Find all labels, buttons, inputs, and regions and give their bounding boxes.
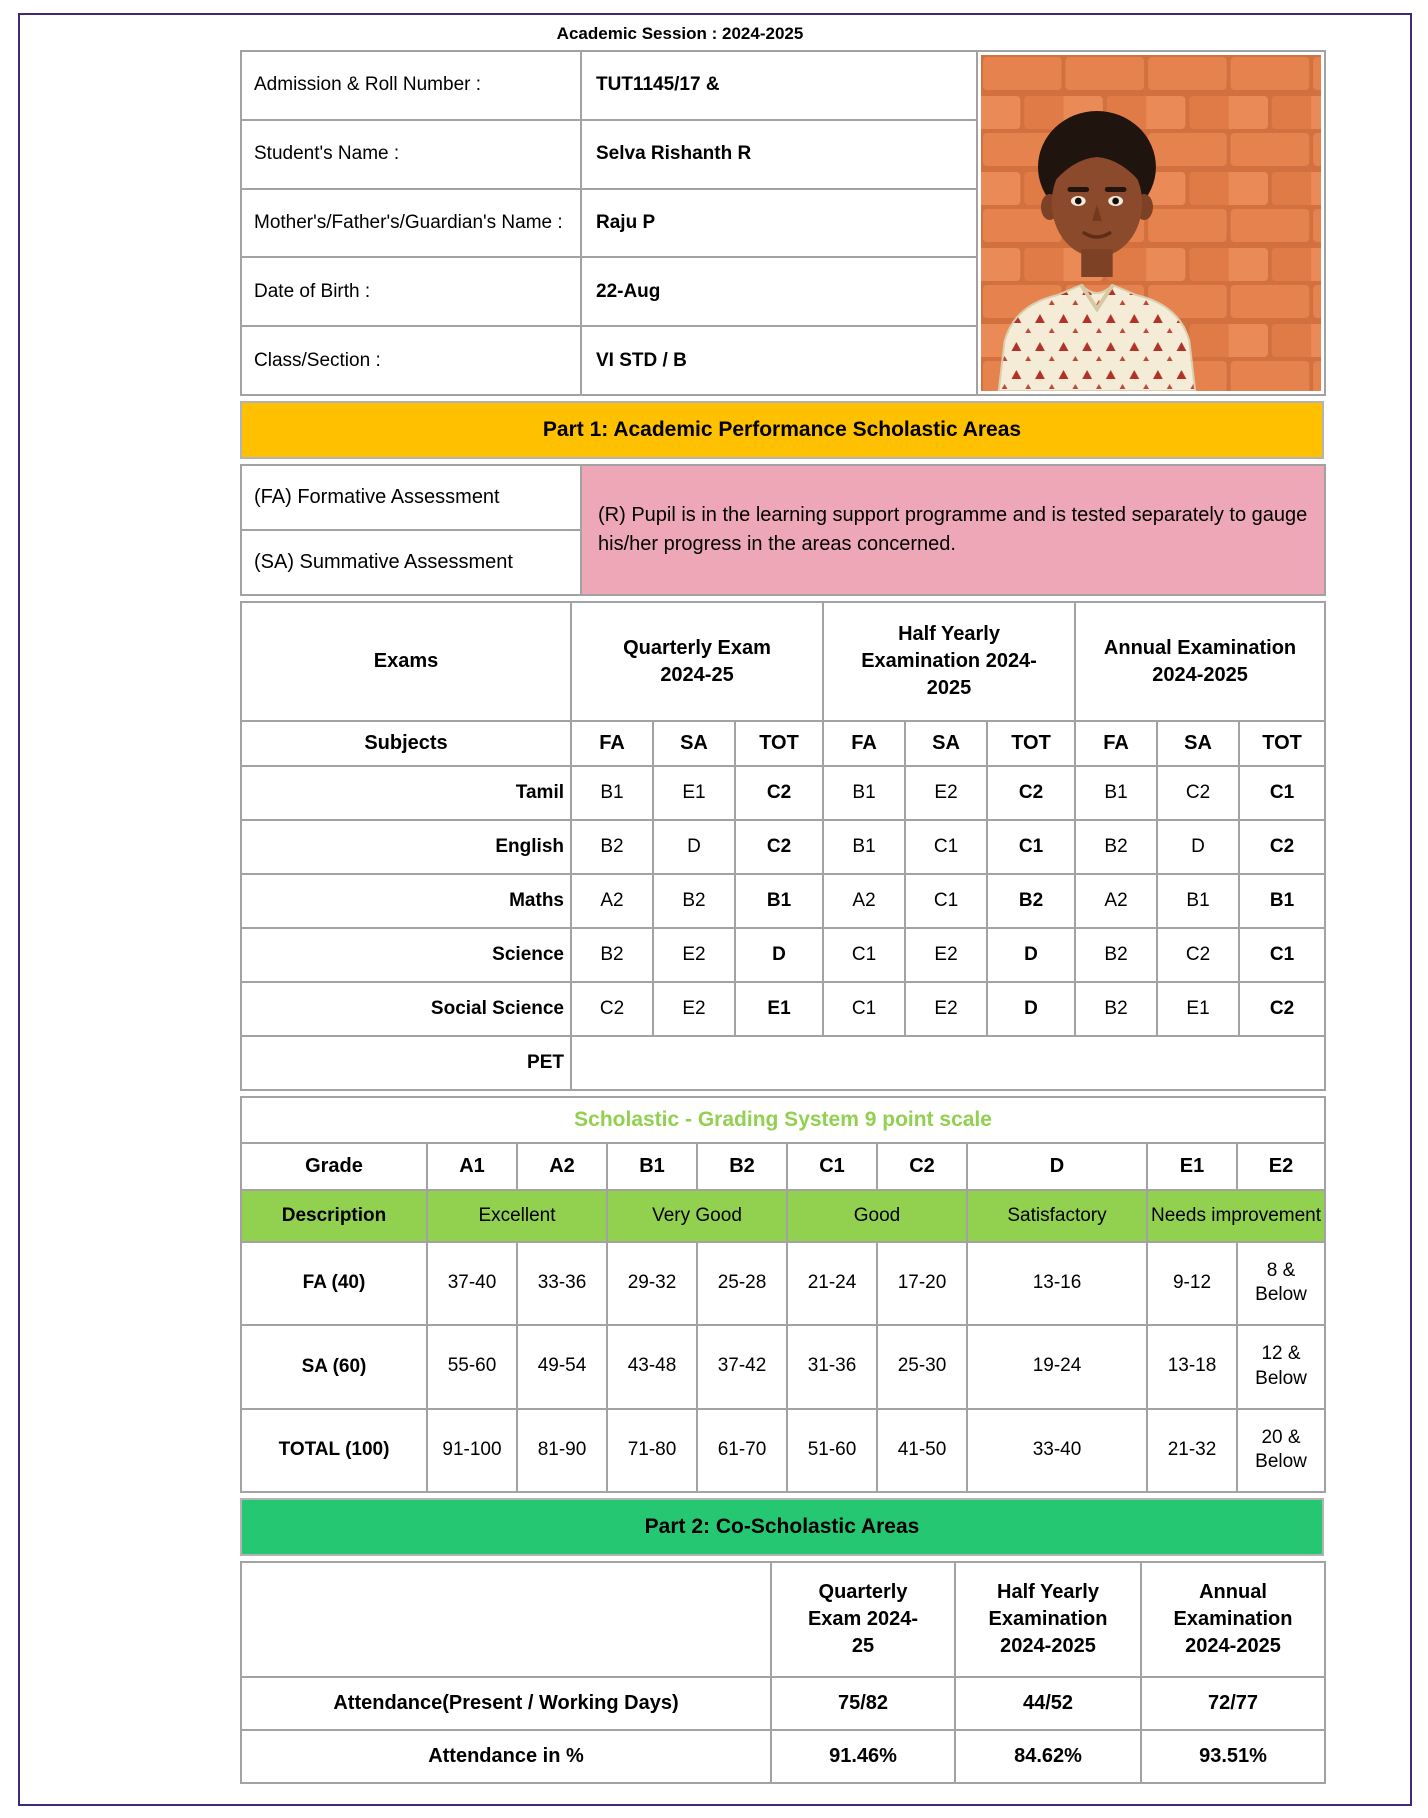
grade-cell-total: C2 — [987, 766, 1075, 820]
support-programme-note: (R) Pupil is in the learning support programme and is tested separately to gauge his/her progress in the areas concerned. — [581, 465, 1325, 595]
fa-range-label: FA (40) — [241, 1242, 427, 1325]
grade-cell: A2 — [1075, 874, 1157, 928]
dob-label: Date of Birth : — [241, 257, 581, 326]
grade-cell-total: C2 — [735, 820, 823, 874]
range-cell: 8 & Below — [1237, 1242, 1325, 1325]
attendance-percent-row — [241, 1730, 1325, 1783]
range-cell: 71-80 — [607, 1409, 697, 1492]
pet-empty-cell — [571, 1036, 1325, 1090]
range-cell: 33-40 — [967, 1409, 1147, 1492]
grade-e1: E1 — [1147, 1143, 1237, 1190]
grade-cell: C1 — [823, 982, 905, 1036]
sa-definition: (SA) Summative Assessment — [241, 530, 581, 595]
subject-name: Science — [241, 928, 571, 982]
desc-satisfactory: Satisfactory — [967, 1190, 1147, 1242]
range-cell: 81-90 — [517, 1409, 607, 1492]
fa-col-header: FA — [823, 721, 905, 766]
desc-excellent: Excellent — [427, 1190, 607, 1242]
range-cell: 21-32 — [1147, 1409, 1237, 1492]
grade-cell: B1 — [823, 820, 905, 874]
grade-cell: E2 — [905, 766, 987, 820]
attendance-days-annual: 72/77 — [1141, 1677, 1325, 1730]
grade-cell: C1 — [905, 874, 987, 928]
student-name-label: Student's Name : — [241, 120, 581, 189]
student-photo-illustration — [981, 55, 1321, 391]
part1-header: Part 1: Academic Performance Scholastic Areas — [240, 401, 1324, 459]
grade-cell: A2 — [571, 874, 653, 928]
quarterly-exam-header: Quarterly Exam 2024-25 — [571, 602, 823, 721]
attendance-percent-label: Attendance in % — [241, 1730, 771, 1783]
grade-cell: C2 — [571, 982, 653, 1036]
fa-col-header: FA — [1075, 721, 1157, 766]
grade-cell: B2 — [571, 820, 653, 874]
admission-label: Admission & Roll Number : — [241, 51, 581, 120]
grade-cell: E2 — [905, 982, 987, 1036]
grade-d: D — [967, 1143, 1147, 1190]
grade-cell: E2 — [905, 928, 987, 982]
subject-name: English — [241, 820, 571, 874]
guardian-name-value: Raju P — [581, 189, 977, 258]
annual-exam-header: Annual Examination 2024-2025 — [1075, 602, 1325, 721]
range-cell: 13-18 — [1147, 1325, 1237, 1408]
grade-cell: C2 — [1157, 766, 1239, 820]
sa-col-header: SA — [653, 721, 735, 766]
grade-a1: A1 — [427, 1143, 517, 1190]
subject-row-maths — [241, 874, 1325, 928]
range-cell: 21-24 — [787, 1242, 877, 1325]
fa-col-header: FA — [571, 721, 653, 766]
grade-e2: E2 — [1237, 1143, 1325, 1190]
assessment-note-table — [240, 464, 1326, 596]
grade-cell: B2 — [571, 928, 653, 982]
grade-cell-total: B1 — [735, 874, 823, 928]
desc-very-good: Very Good — [607, 1190, 787, 1242]
part2-header: Part 2: Co-Scholastic Areas — [240, 1498, 1324, 1556]
student-photo-cell — [977, 51, 1325, 395]
grade-cell: C2 — [1157, 928, 1239, 982]
range-cell: 37-40 — [427, 1242, 517, 1325]
subject-row-english — [241, 820, 1325, 874]
range-cell: 41-50 — [877, 1409, 967, 1492]
attendance-days-row — [241, 1677, 1325, 1730]
attendance-percent-quarterly: 91.46% — [771, 1730, 955, 1783]
sa-range-label: SA (60) — [241, 1325, 427, 1408]
grade-cell: E2 — [653, 982, 735, 1036]
subject-name: Maths — [241, 874, 571, 928]
quarterly-exam-header: Quarterly Exam 2024-25 — [771, 1562, 955, 1677]
grade-cell-total: C2 — [735, 766, 823, 820]
range-cell: 19-24 — [967, 1325, 1147, 1408]
scholastic-grades-table — [240, 601, 1326, 1091]
attendance-days-quarterly: 75/82 — [771, 1677, 955, 1730]
grade-cell-total: D — [987, 928, 1075, 982]
range-cell: 25-30 — [877, 1325, 967, 1408]
range-cell: 20 & Below — [1237, 1409, 1325, 1492]
range-cell: 17-20 — [877, 1242, 967, 1325]
grade-b2: B2 — [697, 1143, 787, 1190]
sa-col-header: SA — [1157, 721, 1239, 766]
attendance-table — [240, 1561, 1326, 1784]
info-row — [241, 51, 1325, 120]
grade-cell: D — [1157, 820, 1239, 874]
range-cell: 9-12 — [1147, 1242, 1237, 1325]
attendance-percent-half-yearly: 84.62% — [955, 1730, 1141, 1783]
subject-row-social-science — [241, 982, 1325, 1036]
attendance-days-half-yearly: 44/52 — [955, 1677, 1141, 1730]
grade-cell-total: D — [987, 982, 1075, 1036]
exam-header-row — [241, 602, 1325, 721]
range-cell: 55-60 — [427, 1325, 517, 1408]
grade-cell: E2 — [653, 928, 735, 982]
grade-cell: C1 — [905, 820, 987, 874]
grade-cell-total: C2 — [1239, 982, 1325, 1036]
grade-cell: B1 — [571, 766, 653, 820]
grade-cell: B1 — [1075, 766, 1157, 820]
desc-needs-improvement: Needs improvement — [1147, 1190, 1325, 1242]
tot-col-header: TOT — [735, 721, 823, 766]
grade-cell-total: C1 — [1239, 766, 1325, 820]
grade-cell: B2 — [1075, 928, 1157, 982]
range-cell: 25-28 — [697, 1242, 787, 1325]
half-yearly-exam-header: Half Yearly Examination 2024-2025 — [955, 1562, 1141, 1677]
attendance-header-row — [241, 1562, 1325, 1677]
tot-col-header: TOT — [1239, 721, 1325, 766]
dob-value: 22-Aug — [581, 257, 977, 326]
grade-cell-total: C1 — [987, 820, 1075, 874]
grade-c2: C2 — [877, 1143, 967, 1190]
range-cell: 51-60 — [787, 1409, 877, 1492]
desc-good: Good — [787, 1190, 967, 1242]
grade-cell: A2 — [823, 874, 905, 928]
subjects-header: Subjects — [241, 721, 571, 766]
grade-cell: E1 — [1157, 982, 1239, 1036]
grade-cell-total: B1 — [1239, 874, 1325, 928]
range-cell: 13-16 — [967, 1242, 1147, 1325]
tot-col-header: TOT — [987, 721, 1075, 766]
grade-c1: C1 — [787, 1143, 877, 1190]
grade-cell: E1 — [653, 766, 735, 820]
student-info-table — [240, 50, 1326, 396]
student-photo — [981, 55, 1321, 391]
grade-cell-total: E1 — [735, 982, 823, 1036]
range-cell: 91-100 — [427, 1409, 517, 1492]
grade-cell: B2 — [1075, 982, 1157, 1036]
grade-cell: B1 — [1157, 874, 1239, 928]
range-cell: 31-36 — [787, 1325, 877, 1408]
student-name-value: Selva Rishanth R — [581, 120, 977, 189]
grading-system-title: Scholastic - Grading System 9 point scale — [241, 1097, 1325, 1143]
half-yearly-exam-header: Half Yearly Examination 2024-2025 — [823, 602, 1075, 721]
subject-row-pet — [241, 1036, 1325, 1090]
attendance-percent-annual: 93.51% — [1141, 1730, 1325, 1783]
description-label: Description — [241, 1190, 427, 1242]
range-cell: 33-36 — [517, 1242, 607, 1325]
report-card — [240, 24, 1324, 1784]
grade-cell: D — [653, 820, 735, 874]
subject-name: PET — [241, 1036, 571, 1090]
annual-exam-header: Annual Examination 2024-2025 — [1141, 1562, 1325, 1677]
grade-a2: A2 — [517, 1143, 607, 1190]
range-cell: 29-32 — [607, 1242, 697, 1325]
grade-cell-total: D — [735, 928, 823, 982]
grade-cell: B1 — [823, 766, 905, 820]
total-range-row — [241, 1409, 1325, 1492]
grade-cell-total: C1 — [1239, 928, 1325, 982]
class-section-label: Class/Section : — [241, 326, 581, 395]
subjects-header-row — [241, 721, 1325, 766]
class-section-value: VI STD / B — [581, 326, 977, 395]
fa-definition: (FA) Formative Assessment — [241, 465, 581, 530]
grade-label: Grade — [241, 1143, 427, 1190]
attendance-days-label: Attendance(Present / Working Days) — [241, 1677, 771, 1730]
grade-b1: B1 — [607, 1143, 697, 1190]
range-cell: 37-42 — [697, 1325, 787, 1408]
grading-system-table — [240, 1096, 1326, 1493]
grade-cell-total: B2 — [987, 874, 1075, 928]
attendance-empty-header — [241, 1562, 771, 1677]
total-range-label: TOTAL (100) — [241, 1409, 427, 1492]
grade-description-row — [241, 1190, 1325, 1242]
fa-range-row — [241, 1242, 1325, 1325]
sa-range-row — [241, 1325, 1325, 1408]
range-cell: 43-48 — [607, 1325, 697, 1408]
range-cell: 12 & Below — [1237, 1325, 1325, 1408]
grade-cell: B2 — [1075, 820, 1157, 874]
guardian-name-label: Mother's/Father's/Guardian's Name : — [241, 189, 581, 258]
subject-row-science — [241, 928, 1325, 982]
grade-cell: B2 — [653, 874, 735, 928]
subject-row-tamil — [241, 766, 1325, 820]
range-cell: 49-54 — [517, 1325, 607, 1408]
admission-value: TUT1145/17 & — [581, 51, 977, 120]
subject-name: Social Science — [241, 982, 571, 1036]
session-title: Academic Session : 2024-2025 — [556, 24, 804, 43]
sa-col-header: SA — [905, 721, 987, 766]
grade-cell: C1 — [823, 928, 905, 982]
subject-name: Tamil — [241, 766, 571, 820]
range-cell: 61-70 — [697, 1409, 787, 1492]
grade-cell-total: C2 — [1239, 820, 1325, 874]
grade-scale-row — [241, 1143, 1325, 1190]
exams-header: Exams — [241, 602, 571, 721]
